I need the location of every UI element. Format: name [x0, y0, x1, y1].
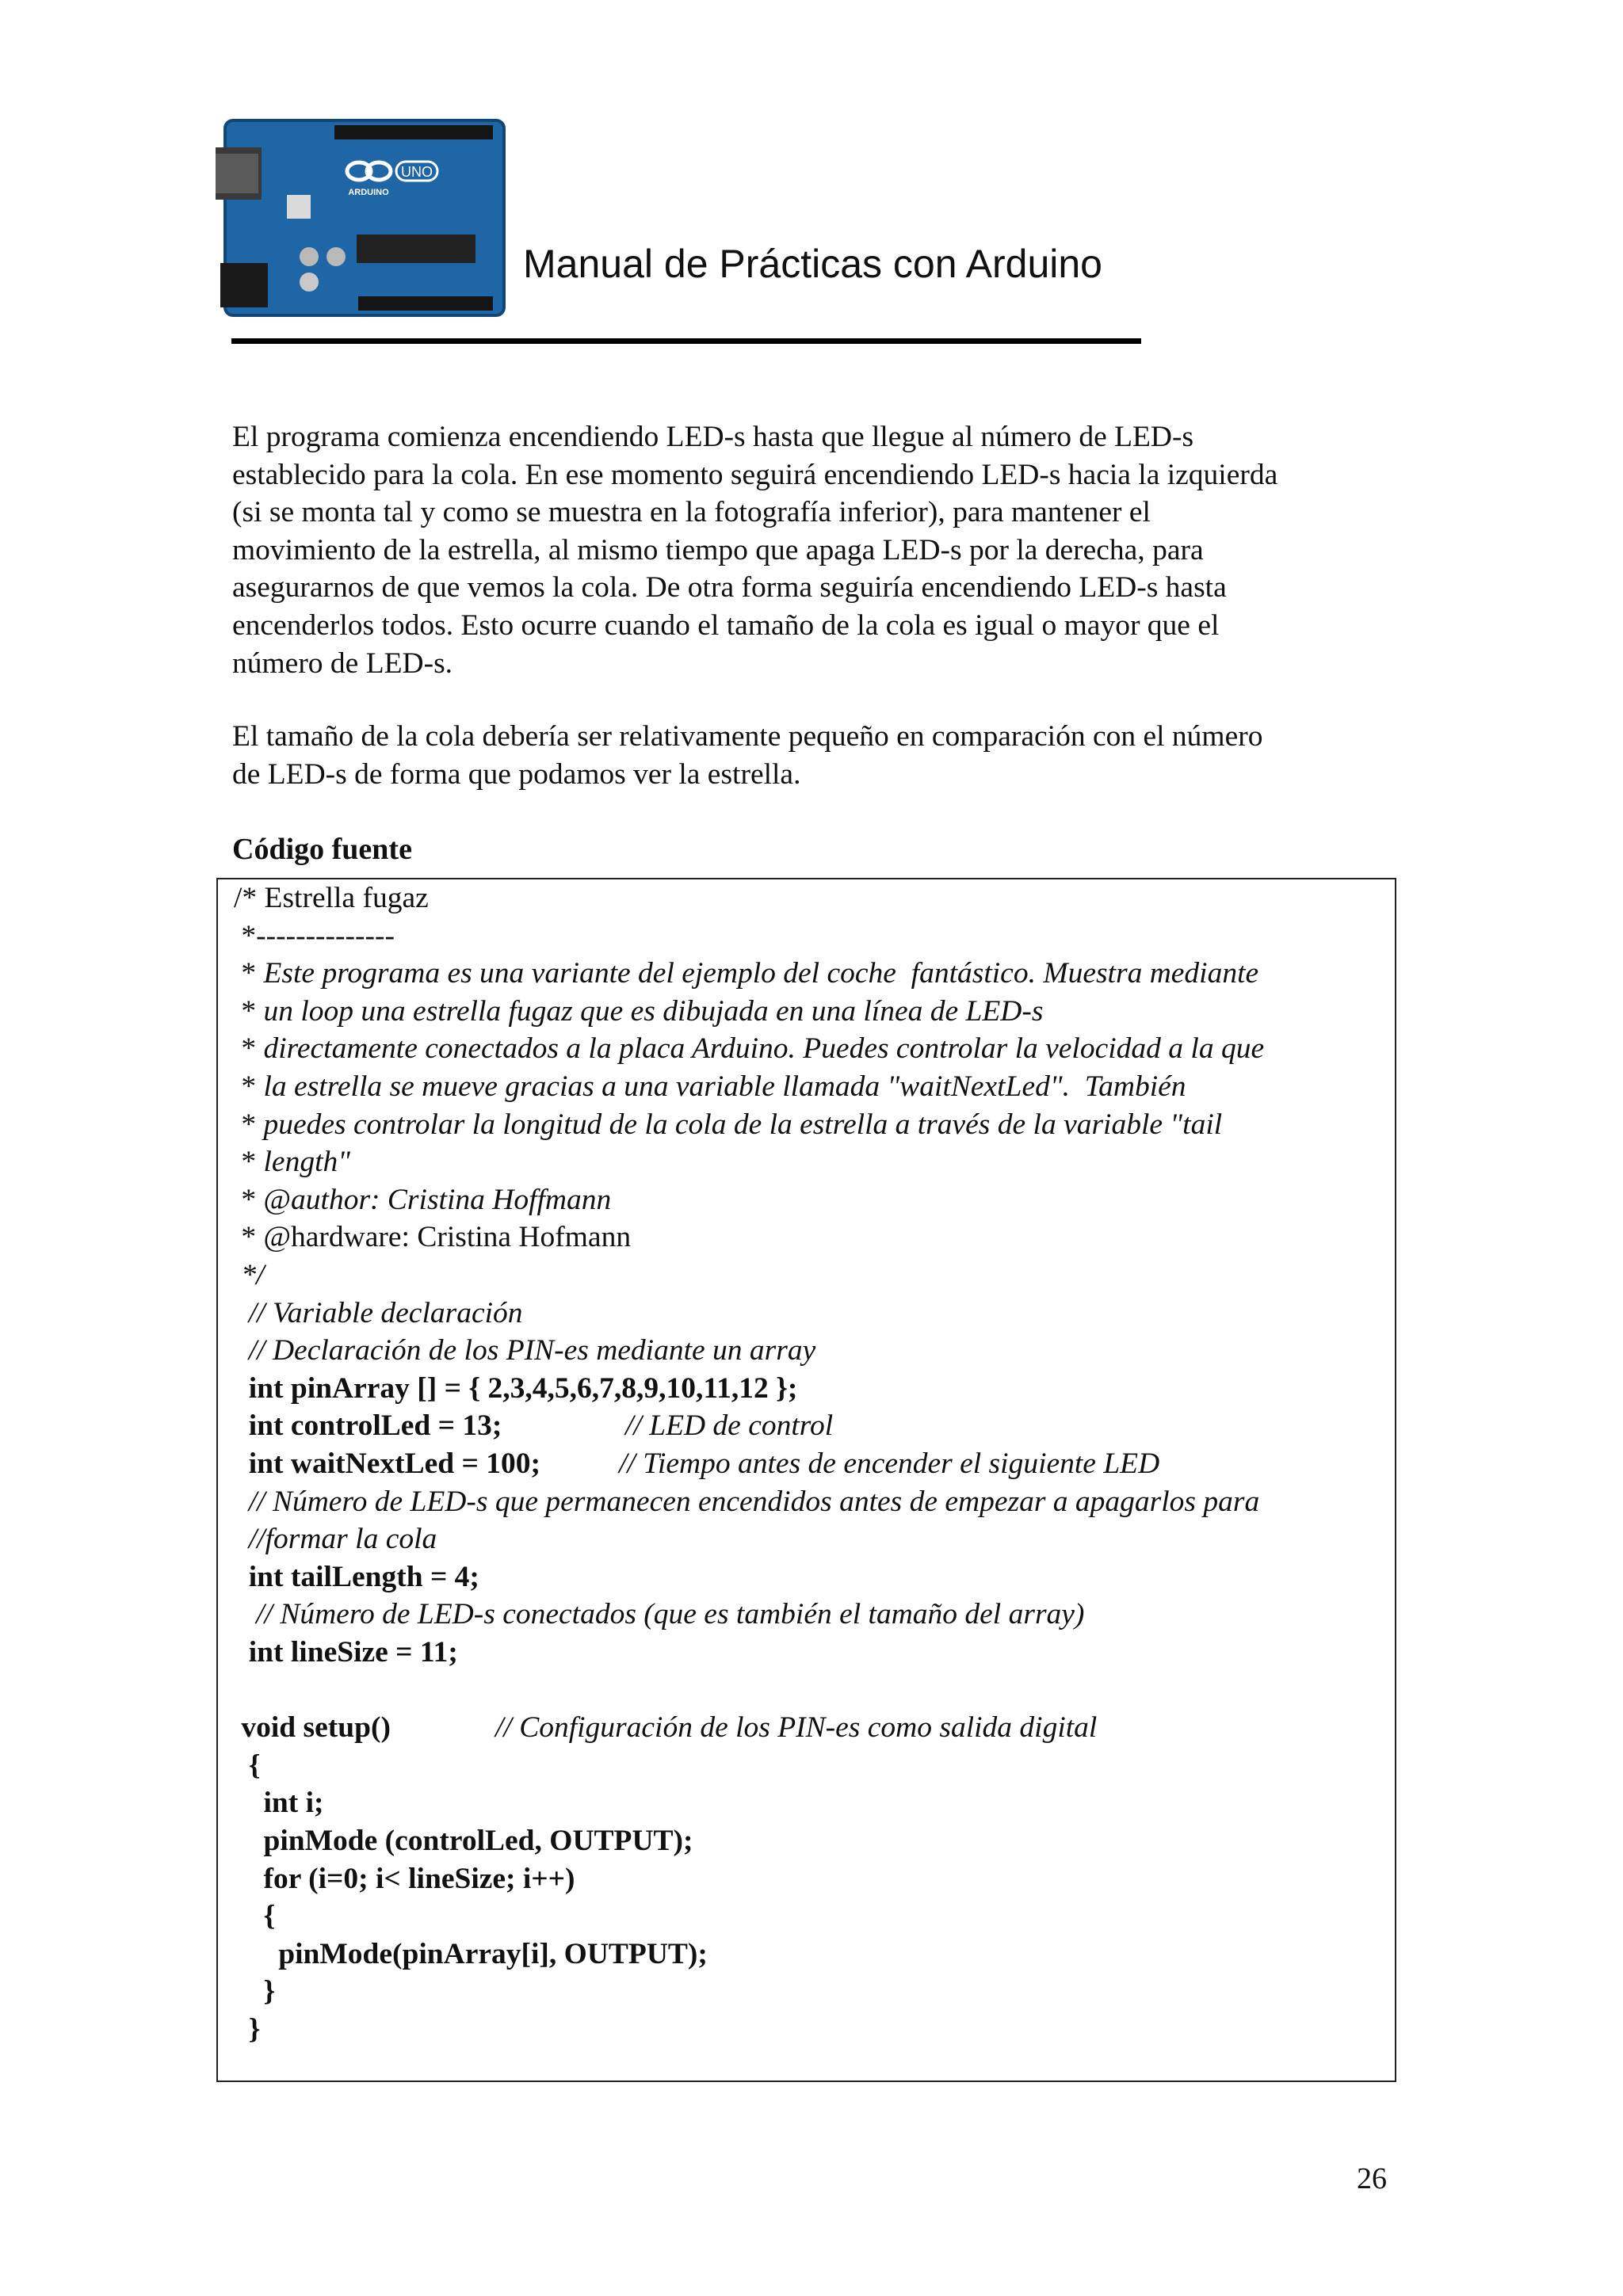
code-line: int pinArray [] = { 2,3,4,5,6,7,8,9,10,11,12 }; [234, 1371, 798, 1405]
document-title: Manual de Prácticas con Arduino [523, 242, 1102, 286]
code-comment: length" [263, 1146, 350, 1179]
code-line: */ [234, 1259, 265, 1291]
paragraph-line: de LED-s de forma que podamos ver la estrella. [232, 757, 801, 791]
code-line [234, 955, 1258, 993]
paragraph-line: encenderlos todos. Esto ocurre cuando el tamaño de la cola es igual o mayor que el [232, 608, 1220, 642]
code-star: * [234, 1032, 264, 1066]
code-line: *-------------- [234, 919, 395, 952]
code-comment: // Declaración de los PIN-es mediante un array [234, 1334, 816, 1367]
code-line: pinMode (controlLed, OUTPUT); [234, 1825, 693, 1857]
code-line: { [234, 1900, 276, 1933]
source-code-box [216, 878, 1396, 2082]
code-line [234, 993, 1043, 1031]
code-comment: Este programa es una variante del ejemplo del coche fantástico. Muestra mediante [263, 957, 1259, 990]
code-comment: directamente conectados a la placa Arduino. Puedes controlar la velocidad a la que [263, 1032, 1265, 1066]
code-star: * @ [234, 1183, 292, 1216]
code-line: { [234, 1749, 261, 1782]
code-comment: puedes controlar la longitud de la cola de la estrella a través de la variable "tail [263, 1108, 1223, 1141]
uno-logo-text: UNO [401, 164, 433, 180]
code-line: /* Estrella fugaz [234, 882, 429, 914]
page-number: 26 [1357, 2162, 1387, 2195]
header-divider [231, 338, 1141, 344]
code-comment: la estrella se mueve gracias a una variable llamada "waitNextLed". También [263, 1070, 1186, 1103]
code-line: pinMode(pinArray[i], OUTPUT); [234, 1937, 708, 1970]
paragraph-line: establecido para la cola. En ese momento seguirá encendiendo LED-s hacia la izquierda [232, 458, 1278, 491]
code-comment: // LED de control [625, 1409, 834, 1443]
code-line [234, 1106, 1222, 1144]
code-line [234, 1181, 611, 1219]
code-comment: // Tiempo antes de encender el siguiente LED [619, 1447, 1160, 1480]
code-line: } [234, 2013, 261, 2046]
paragraph-tail-size [232, 718, 1397, 793]
code-star: * [234, 957, 264, 990]
paragraph-line: El programa comienza encendiendo LED-s hasta que llegue al número de LED-s [232, 421, 1194, 453]
code-line: int tailLength = 4; [234, 1560, 479, 1593]
paragraph-line: movimiento de la estrella, al mismo tiempo que apaga LED-s por la derecha, para [232, 533, 1204, 566]
code-line: int controlLed = 13; [234, 1409, 502, 1443]
code-comment: un loop una estrella fugaz que es dibujada en una línea de LED-s [263, 994, 1044, 1028]
code-comment: // Variable declaración [234, 1296, 523, 1329]
code-line: int i; [234, 1787, 324, 1820]
code-comment: // Número de LED-s que permanecen encendidos antes de empezar a apagarlos para [234, 1485, 1260, 1518]
code-star: * [234, 1070, 264, 1103]
code-comment: //formar la cola [234, 1523, 437, 1556]
paragraph-line: (si se monta tal y como se muestra en la fotografía inferior), para mantener el [232, 496, 1151, 529]
code-line: * @hardware: Cristina Hofmann [234, 1221, 632, 1254]
code-line: } [234, 1975, 276, 2008]
code-comment: // Número de LED-s conectados (que es también el tamaño del array) [234, 1598, 1085, 1631]
code-star: * [234, 1108, 264, 1141]
code-line [234, 1030, 1264, 1068]
code-comment: author: Cristina Hoffmann [291, 1183, 612, 1216]
arduino-board-label: ARDUINO [348, 188, 389, 197]
code-line: int waitNextLed = 100; [234, 1447, 540, 1480]
code-line: int lineSize = 11; [234, 1636, 458, 1669]
code-star: * [234, 1146, 264, 1179]
code-line [234, 1143, 350, 1181]
code-line [234, 1068, 1186, 1106]
code-line: void setup() [234, 1711, 391, 1745]
section-title-source-code: Código fuente [232, 833, 412, 866]
code-line: for (i=0; i< lineSize; i++) [234, 1862, 575, 1895]
arduino-uno-board-image [216, 116, 509, 320]
paragraph-intro [232, 418, 1397, 682]
paragraph-line: número de LED-s. [232, 646, 453, 680]
code-comment: // Configuración de los PIN-es como salida digital [495, 1711, 1098, 1745]
code-star: * [234, 994, 264, 1028]
paragraph-line: asegurarnos de que vemos la cola. De otra forma seguiría encendiendo LED-s hasta [232, 571, 1227, 605]
paragraph-line: El tamaño de la cola debería ser relativamente pequeño en comparación con el número [232, 720, 1263, 753]
